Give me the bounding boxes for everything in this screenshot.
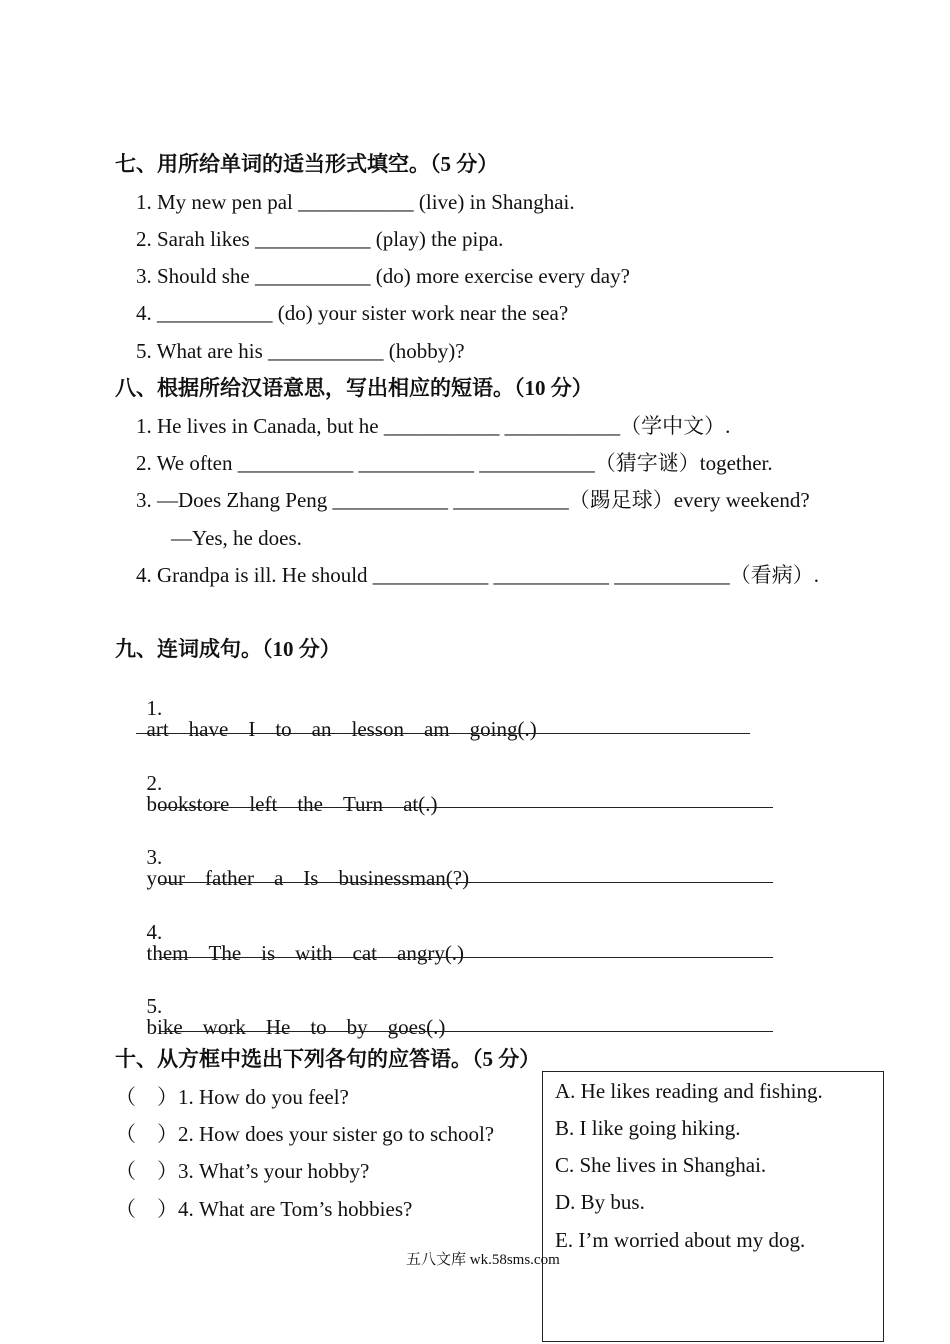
- s9-question-3: [136, 826, 469, 889]
- section-10-title: 十、从方框中选出下列各句的应答语。（5 分）: [115, 1047, 541, 1071]
- scrambled-word: going(.): [469, 717, 537, 741]
- question-number: 5.: [146, 994, 163, 1018]
- answer-line-1[interactable]: [136, 733, 750, 734]
- scrambled-word: an: [311, 717, 332, 741]
- s7-question-3: 3. Should she ___________ (do) more exercise every day?: [136, 264, 630, 288]
- s8-question-3-answer: —Yes, he does.: [171, 526, 302, 550]
- scrambled-word: Is: [303, 866, 319, 890]
- scrambled-word: to: [310, 1015, 327, 1039]
- question-number: 3.: [146, 845, 163, 869]
- scrambled-word: am: [423, 717, 450, 741]
- s7-question-2: 2. Sarah likes ___________ (play) the pipa.: [136, 227, 504, 251]
- scrambled-word: by: [346, 1015, 368, 1039]
- s10-question-2: （ ）2. How does your sister go to school?: [115, 1122, 495, 1146]
- s10-question-4: （ ）4. What are Tom’s hobbies?: [115, 1197, 413, 1221]
- s10-question-3: （ ）3. What’s your hobby?: [115, 1159, 370, 1183]
- answer-line-4[interactable]: [159, 957, 773, 958]
- section-7-title: 七、用所给单词的适当形式填空。（5 分）: [115, 152, 499, 176]
- option-d: D. By bus.: [555, 1190, 645, 1214]
- scrambled-word: angry(.): [397, 941, 465, 965]
- scrambled-word: work: [202, 1015, 246, 1039]
- scrambled-word: The: [208, 941, 242, 965]
- s10-question-1: （ ）1. How do you feel?: [115, 1085, 349, 1109]
- answer-line-3[interactable]: [159, 882, 773, 883]
- scrambled-word: goes(.): [387, 1015, 446, 1039]
- scrambled-word: them: [146, 941, 189, 965]
- question-number: 2.: [146, 771, 163, 795]
- option-a: A. He likes reading and fishing.: [555, 1079, 823, 1103]
- scrambled-word: cat: [352, 941, 377, 965]
- scrambled-word: at(.): [403, 792, 438, 816]
- s9-question-2: [136, 752, 437, 815]
- scrambled-word: art: [146, 717, 169, 741]
- s9-question-1: [136, 677, 537, 740]
- s9-question-5: [136, 975, 445, 1038]
- scrambled-word: father: [205, 866, 254, 890]
- option-b: B. I like going hiking.: [555, 1116, 741, 1140]
- scrambled-word: bike: [146, 1015, 183, 1039]
- scrambled-word: Turn: [342, 792, 384, 816]
- s8-question-1: 1. He lives in Canada, but he ___________ ___________（学中文）.: [136, 414, 731, 438]
- scrambled-word: your: [146, 866, 185, 890]
- scrambled-word: businessman(?): [338, 866, 470, 890]
- s8-question-2: 2. We often ___________ ___________ ___________（猜字谜）together.: [136, 451, 773, 475]
- footer-watermark: 五八文库 wk.58sms.com: [406, 1252, 560, 1268]
- scrambled-word: the: [297, 792, 323, 816]
- scrambled-word: He: [265, 1015, 291, 1039]
- option-c: C. She lives in Shanghai.: [555, 1153, 767, 1177]
- s8-question-3: 3. —Does Zhang Peng ___________ ___________（踢足球）every weekend?: [136, 488, 810, 512]
- scrambled-word: is: [261, 941, 276, 965]
- s9-question-4: [136, 901, 464, 964]
- question-number: 1.: [146, 696, 163, 720]
- scrambled-word: to: [275, 717, 292, 741]
- scrambled-word: with: [295, 941, 333, 965]
- scrambled-word: lesson: [351, 717, 404, 741]
- answer-line-2[interactable]: [159, 807, 773, 808]
- section-8-title: 八、根据所给汉语意思，写出相应的短语。（10 分）: [115, 376, 593, 400]
- s7-question-1: 1. My new pen pal ___________ (live) in Shanghai.: [136, 190, 575, 214]
- s7-question-4: 4. ___________ (do) your sister work near the sea?: [136, 301, 569, 325]
- s7-question-5: 5. What are his ___________ (hobby)?: [136, 339, 465, 363]
- answer-line-5[interactable]: [159, 1031, 773, 1032]
- section-9-title: 九、连词成句。（10 分）: [115, 637, 341, 661]
- option-e: E. I’m worried about my dog.: [555, 1228, 806, 1252]
- scrambled-word: bookstore: [146, 792, 230, 816]
- s8-question-4: 4. Grandpa is ill. He should ___________ ___________ ___________（看病）.: [136, 563, 820, 587]
- scrambled-word: have: [188, 717, 229, 741]
- scrambled-word: a: [273, 866, 284, 890]
- scrambled-word: I: [248, 717, 256, 741]
- scrambled-word: left: [249, 792, 278, 816]
- question-number: 4.: [146, 920, 163, 944]
